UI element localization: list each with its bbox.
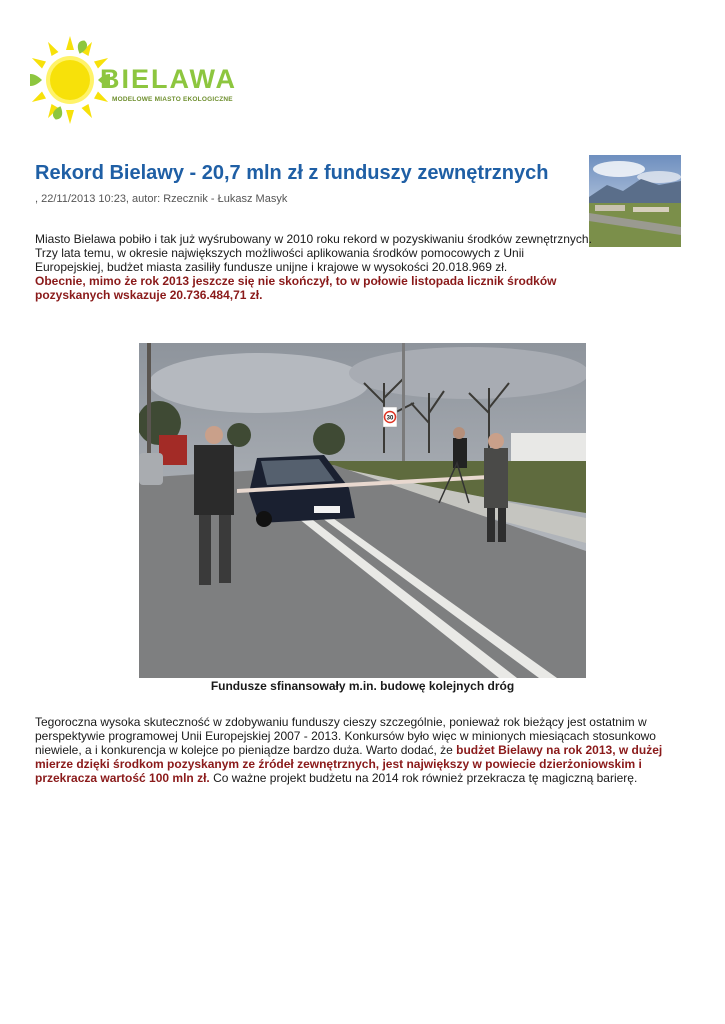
logo-wordmark: BIELAWA <box>100 64 238 94</box>
article-thumbnail <box>589 155 681 247</box>
article-meta: , 22/11/2013 10:23, autor: Rzecznik - Łukasz Masyk <box>35 193 288 205</box>
bielawa-logo <box>30 34 250 126</box>
sun-icon <box>30 34 110 126</box>
intro-highlight: Obecnie, mimo że rok 2013 jeszcze się nie skończył, to w połowie listopada licznik środków pozyskanych wskazuje 20.736.484,71 zł. <box>35 274 557 302</box>
article-photo <box>139 343 586 678</box>
body-text-end: Co ważne projekt budżetu na 2014 rok również przekracza tę magiczną barierę. <box>209 771 638 785</box>
article-title: Rekord Bielawy - 20,7 mln zł z funduszy zewnętrznych <box>35 162 549 184</box>
photo-caption: Fundusze sfinansowały m.in. budowę kolejnych dróg <box>210 679 515 693</box>
intro-text: Miasto Bielawa pobiło i tak już wyśrubowany w 2010 roku rekord w pozyskiwaniu środków zewnętrznych. Trzy lata temu, w okresie największych możliwości aplikowania środków pomocowych z Unii Europejskiej, budżet miasta zasiliły fundusze unijne i krajowe w wysokości 20.018.969 zł. <box>35 232 592 274</box>
speed-sign-text: 30 <box>386 415 394 422</box>
logo-tagline: MODELOWE MIASTO EKOLOGICZNE <box>112 96 233 103</box>
article-body <box>35 715 685 785</box>
body-highlight: budżet Bielawy na rok 2013, w dużej mierze dzięki środkom pozyskanym ze źródeł zewnętrznych, jest największy w powiecie dzierżoniowskim i przekracza wartość 100 mln zł. <box>35 743 663 785</box>
article-intro <box>35 232 595 302</box>
body-text-start: Tegoroczna wysoka skuteczność w zdobywaniu funduszy cieszy szczególnie, ponieważ rok bieżący jest ostatnim w perspektywie programowej Unii Europejskiej 2007 - 2013. Konkursów było więc w minionych miesiącach stosunkowo niewiele, a i konkurencja w kolejce po pieniądze bardzo duża. Warto dodać, że <box>35 715 656 757</box>
